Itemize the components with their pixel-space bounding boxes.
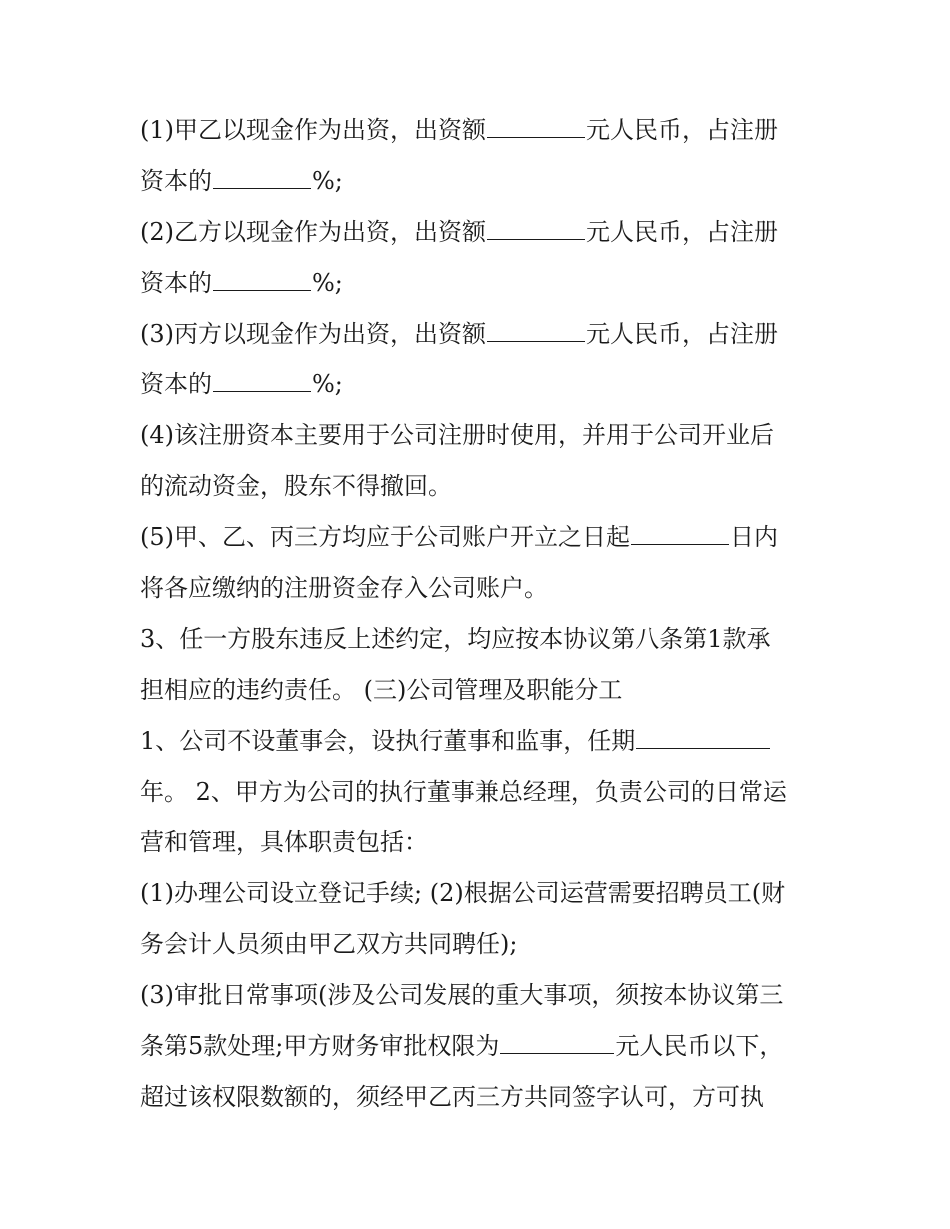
fill-blank bbox=[500, 1031, 614, 1054]
text-line bbox=[140, 563, 820, 614]
fill-blank bbox=[213, 369, 311, 392]
text-segment: %; bbox=[312, 268, 343, 297]
text-segment: (1)甲乙以现金作为出资，出资额 bbox=[140, 116, 486, 144]
text-segment: 日内 bbox=[730, 523, 778, 552]
text-segment: (1)办理公司设立登记手续; (2)根据公司运营需要招聘员工(财 bbox=[140, 879, 786, 908]
fill-blank bbox=[487, 217, 585, 240]
text-segment: 3、任一方股东违反上述约定，均应按本协议第八条第1款承 bbox=[140, 624, 771, 653]
text-segment: 元人民币，占注册 bbox=[586, 116, 778, 144]
text-line bbox=[140, 767, 820, 818]
text-segment: 资本的 bbox=[140, 370, 212, 399]
text-segment: (3)丙方以现金作为出资，出资额 bbox=[140, 319, 486, 348]
text-line bbox=[140, 716, 820, 767]
text-segment: 元人民币，占注册 bbox=[586, 217, 778, 246]
text-line bbox=[140, 817, 820, 868]
text-segment: (3)审批日常事项(涉及公司发展的重大事项，须按本协议第三 bbox=[140, 981, 784, 1010]
document-body bbox=[140, 105, 820, 1123]
text-line bbox=[140, 868, 820, 919]
text-line bbox=[140, 512, 820, 563]
text-segment: 营和管理，具体职责包括： bbox=[140, 828, 428, 857]
text-line bbox=[140, 919, 820, 970]
text-segment: 务会计人员须由甲乙双方共同聘任); bbox=[140, 930, 518, 959]
text-line bbox=[140, 461, 820, 512]
text-line bbox=[140, 1021, 820, 1072]
text-line bbox=[140, 105, 820, 156]
text-segment: 年。 2、甲方为公司的执行董事兼总经理，负责公司的日常运 bbox=[140, 777, 787, 806]
text-segment: 资本的 bbox=[140, 166, 212, 195]
text-line bbox=[140, 207, 820, 258]
text-line bbox=[140, 258, 820, 309]
text-segment: 条第5款处理;甲方财务审批权限为 bbox=[140, 1032, 500, 1061]
fill-blank bbox=[213, 166, 311, 189]
text-line bbox=[140, 1072, 820, 1123]
fill-blank bbox=[631, 522, 729, 545]
text-line bbox=[140, 309, 820, 360]
text-line bbox=[140, 614, 820, 665]
text-segment: 元人民币，占注册 bbox=[586, 319, 778, 348]
text-line bbox=[140, 359, 820, 410]
text-segment: (4)该注册资本主要用于公司注册时使用，并用于公司开业后 bbox=[140, 421, 774, 450]
text-segment: 将各应缴纳的注册资金存入公司账户。 bbox=[140, 574, 548, 603]
fill-blank bbox=[636, 726, 770, 749]
text-segment: (2)乙方以现金作为出资，出资额 bbox=[140, 217, 486, 246]
text-segment: 的流动资金，股东不得撤回。 bbox=[140, 472, 452, 501]
text-segment: 资本的 bbox=[140, 268, 212, 297]
text-segment: %; bbox=[312, 370, 343, 399]
fill-blank bbox=[487, 115, 585, 138]
text-line bbox=[140, 156, 820, 207]
text-line bbox=[140, 410, 820, 461]
fill-blank bbox=[213, 268, 311, 291]
text-segment: (5)甲、乙、丙三方均应于公司账户开立之日起 bbox=[140, 523, 630, 552]
text-segment: 超过该权限数额的，须经甲乙丙三方共同签字认可，方可执 bbox=[140, 1082, 764, 1111]
text-segment: 元人民币以下， bbox=[615, 1032, 784, 1061]
text-segment: %; bbox=[312, 166, 343, 195]
text-segment: 1、公司不设董事会，设执行董事和监事，任期 bbox=[140, 726, 636, 755]
fill-blank bbox=[487, 319, 585, 342]
text-segment: 担相应的违约责任。 (三)公司管理及职能分工 bbox=[140, 675, 623, 704]
text-line bbox=[140, 970, 820, 1021]
text-line bbox=[140, 665, 820, 716]
